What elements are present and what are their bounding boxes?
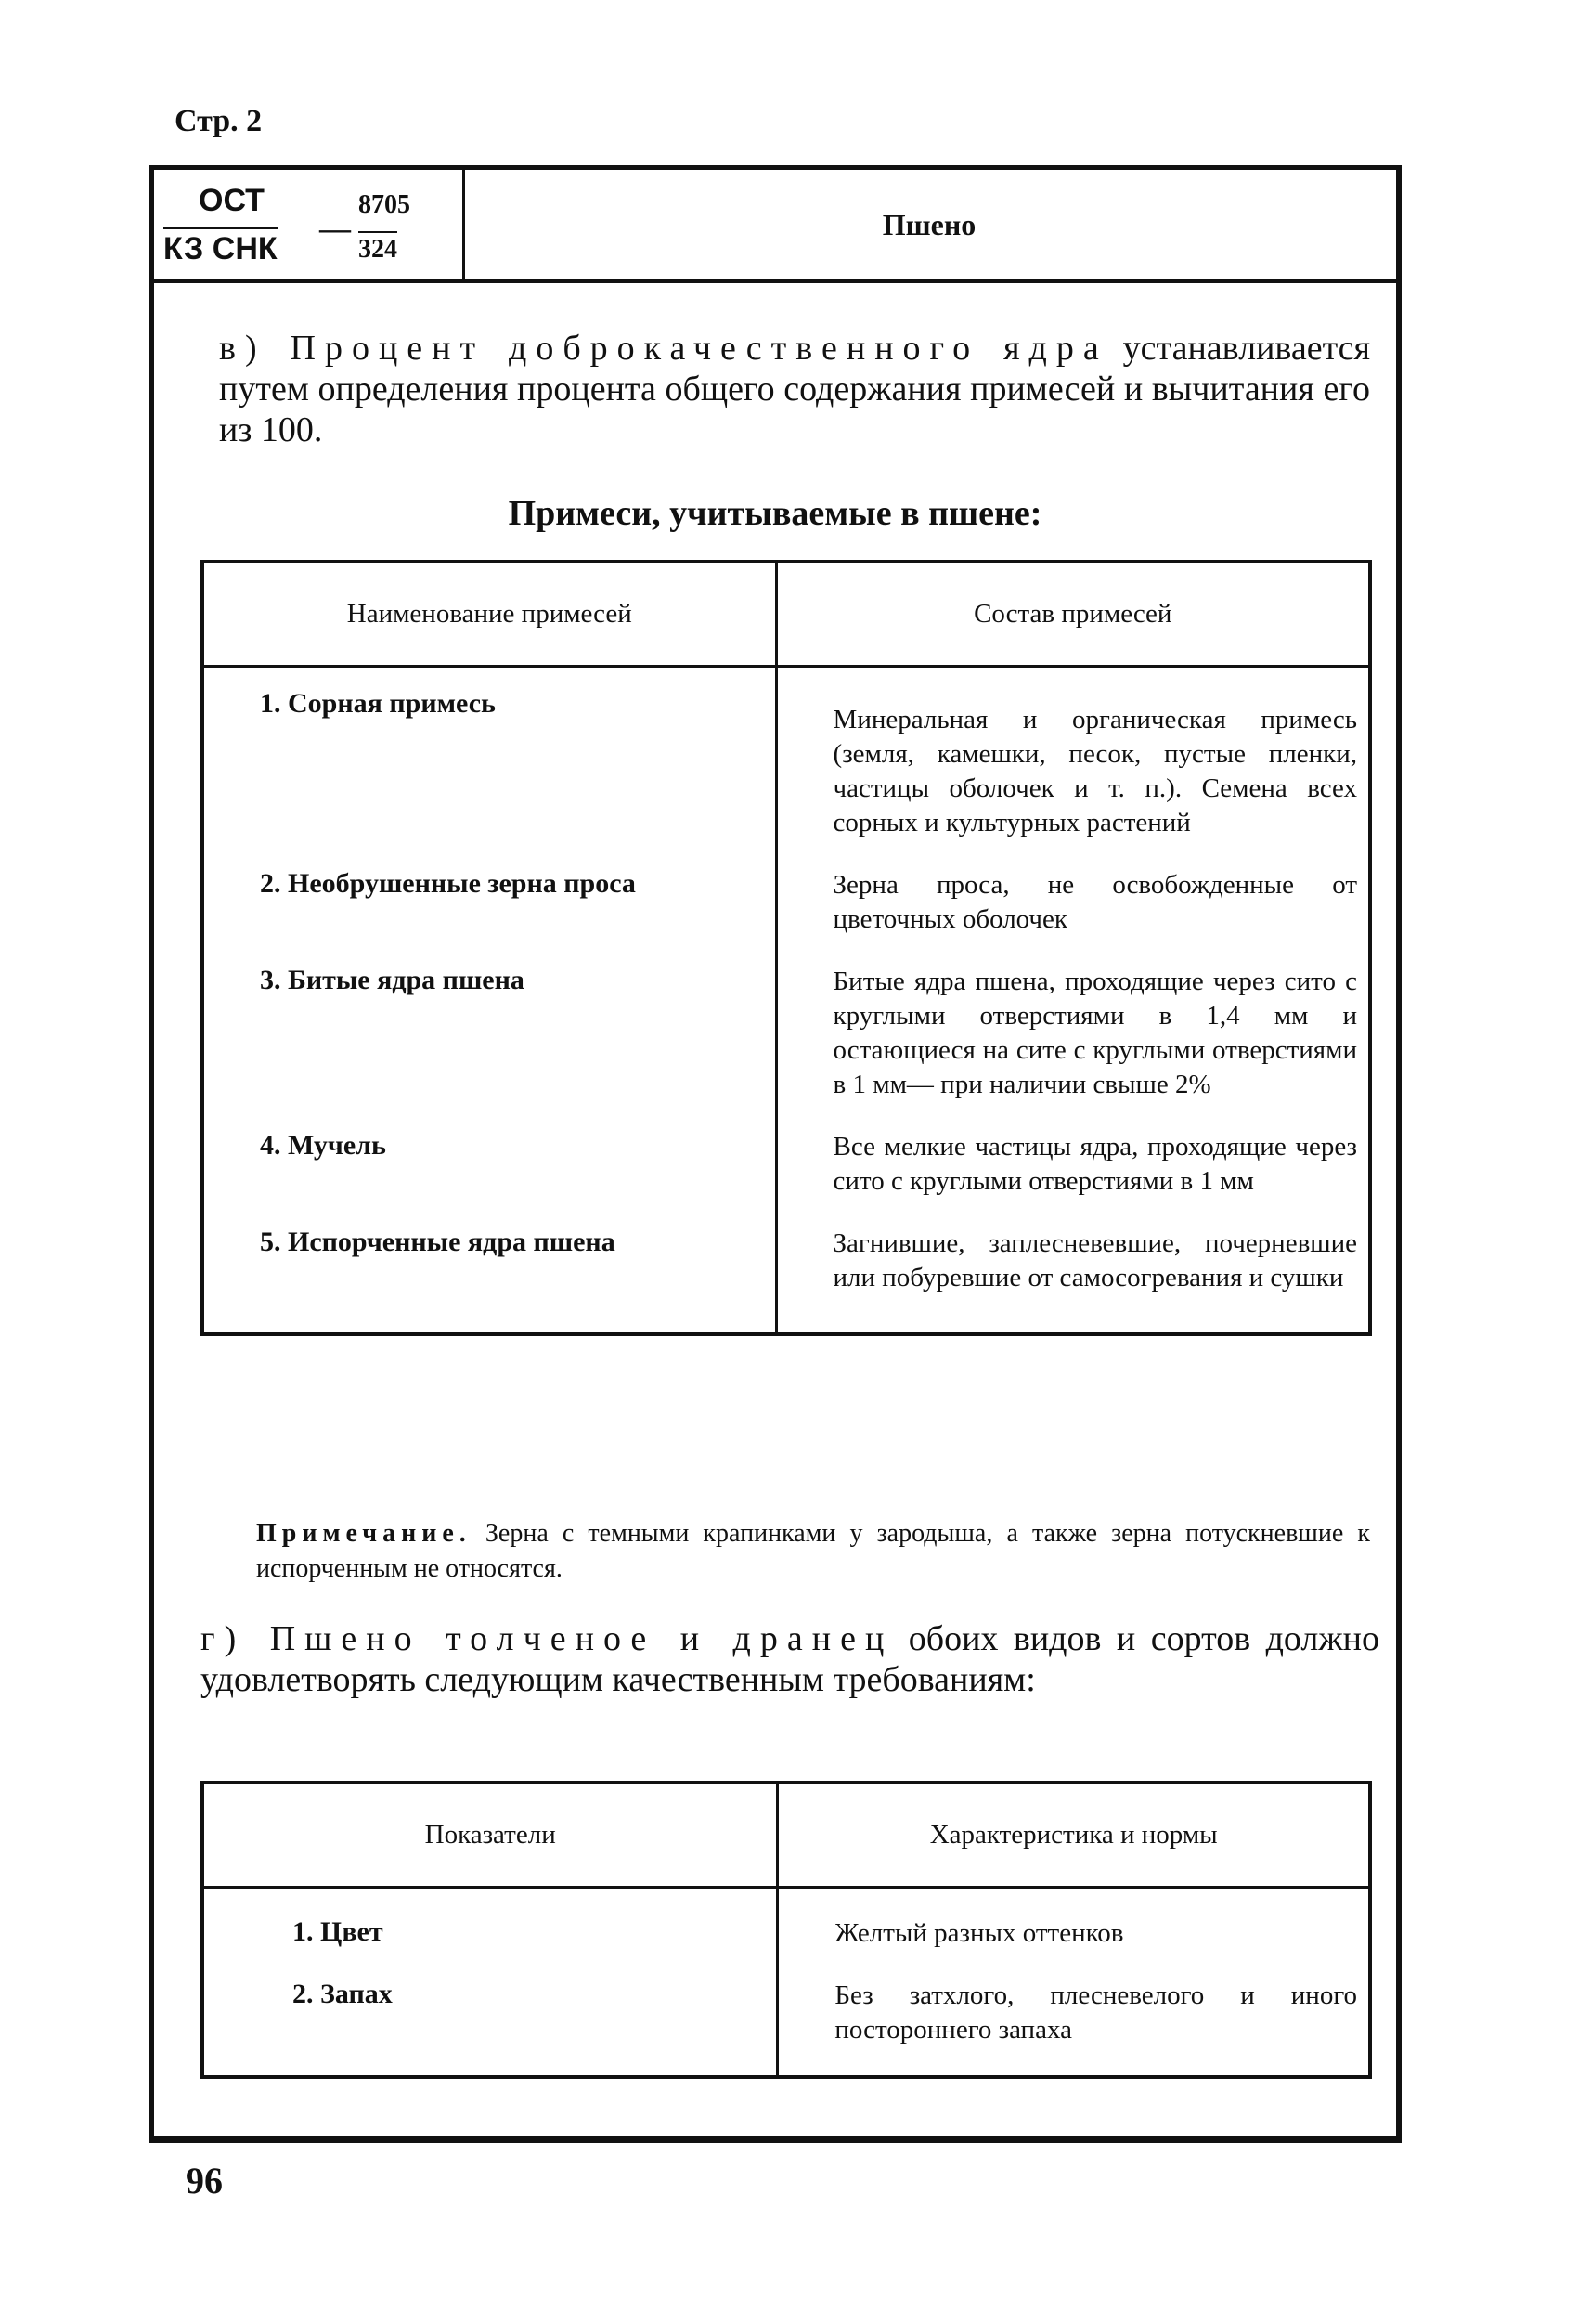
table-row — [202, 667, 1370, 849]
paragraph-v — [219, 328, 1370, 450]
header-kz-snk: КЗ СНК — [163, 227, 278, 267]
header-numerator: 8705 — [358, 190, 410, 219]
quality-header-row — [202, 1783, 1370, 1888]
impurity-name: 5. Испорченные ядра пшена — [202, 1206, 776, 1334]
header-indicator: Показатели — [202, 1783, 778, 1888]
header-title: Пшено — [882, 208, 977, 241]
quality-table — [200, 1781, 1372, 2079]
paragraph-g — [200, 1618, 1379, 1700]
table-row — [202, 944, 1370, 1110]
paragraph-v-text: устанавливается путем определения процента общего содержания примесей и вычитания его из 100. — [219, 329, 1370, 449]
impurities-header-row — [202, 562, 1370, 667]
impurity-name: 4. Мучель — [202, 1110, 776, 1206]
paragraph-g-lead: г) Пшено толченое и дранец — [200, 1619, 894, 1658]
header-dash: — — [319, 212, 351, 246]
note — [256, 1516, 1370, 1587]
impurities-table — [200, 560, 1372, 1336]
table-row — [202, 1958, 1370, 2077]
paragraph-g-text: обоих видов и сортов должно удовлетворять следующим качественным требованиям: — [200, 1619, 1379, 1699]
impurity-composition: Минеральная и органическая примесь (земля, камешки, песок, пустые пленки, частицы оболочек и т. п.). Семена всех сорных и культурных растений — [776, 667, 1370, 849]
page-number: 96 — [186, 2160, 223, 2201]
impurity-name: 1. Сорная примесь — [202, 667, 776, 849]
header-ost: ОСТ — [199, 183, 265, 218]
impurity-composition: Битые ядра пшена, проходящие через сито с круглыми отверстиями в 1,4 мм и остающиеся на сите с круглыми отверстиями в 1 мм— при наличии свыше 2% — [776, 944, 1370, 1110]
impurity-composition: Загнившие, заплесневевшие, почерневшие или побуревшие от самосогревания и сушки — [776, 1206, 1370, 1334]
impurities-title: Примеси, учитываемые в пшене: — [508, 494, 1042, 533]
impurity-name: 3. Битые ядра пшена — [202, 944, 776, 1110]
note-text: Зерна с темными крапинками у зародыша, а также зерна потускневшие к испорченным не относятся. — [256, 1519, 1370, 1583]
header-impurity-name: Наименование примесей — [202, 562, 776, 667]
page-frame — [149, 165, 1402, 2143]
impurity-composition: Все мелкие частицы ядра, проходящие через сито с круглыми отверстиями в 1 мм — [776, 1110, 1370, 1206]
table-row — [202, 1888, 1370, 1959]
table-row — [202, 1110, 1370, 1206]
impurity-composition: Зерна проса, не освобожденные от цветочных оболочек — [776, 848, 1370, 944]
header-denominator: 324 — [358, 231, 397, 265]
document-header — [154, 170, 1396, 283]
indicator-name: 2. Запах — [202, 1958, 778, 2077]
note-label: Примечание. — [256, 1519, 472, 1548]
standard-code — [154, 170, 465, 279]
table-row — [202, 1206, 1370, 1334]
header-impurity-composition: Состав примесей — [776, 562, 1370, 667]
indicator-name: 1. Цвет — [202, 1888, 778, 1959]
indicator-value: Без затхлого, плесневелого и иного постороннего запаха — [778, 1958, 1370, 2077]
paragraph-v-lead: в) Процент доброкачественного ядра — [219, 329, 1108, 368]
header-characteristic: Характеристика и нормы — [778, 1783, 1370, 1888]
indicator-value: Желтый разных оттенков — [778, 1888, 1370, 1959]
page-label: Стр. 2 — [175, 104, 263, 138]
table-row — [202, 848, 1370, 944]
impurity-name: 2. Необрушенные зерна проса — [202, 848, 776, 944]
